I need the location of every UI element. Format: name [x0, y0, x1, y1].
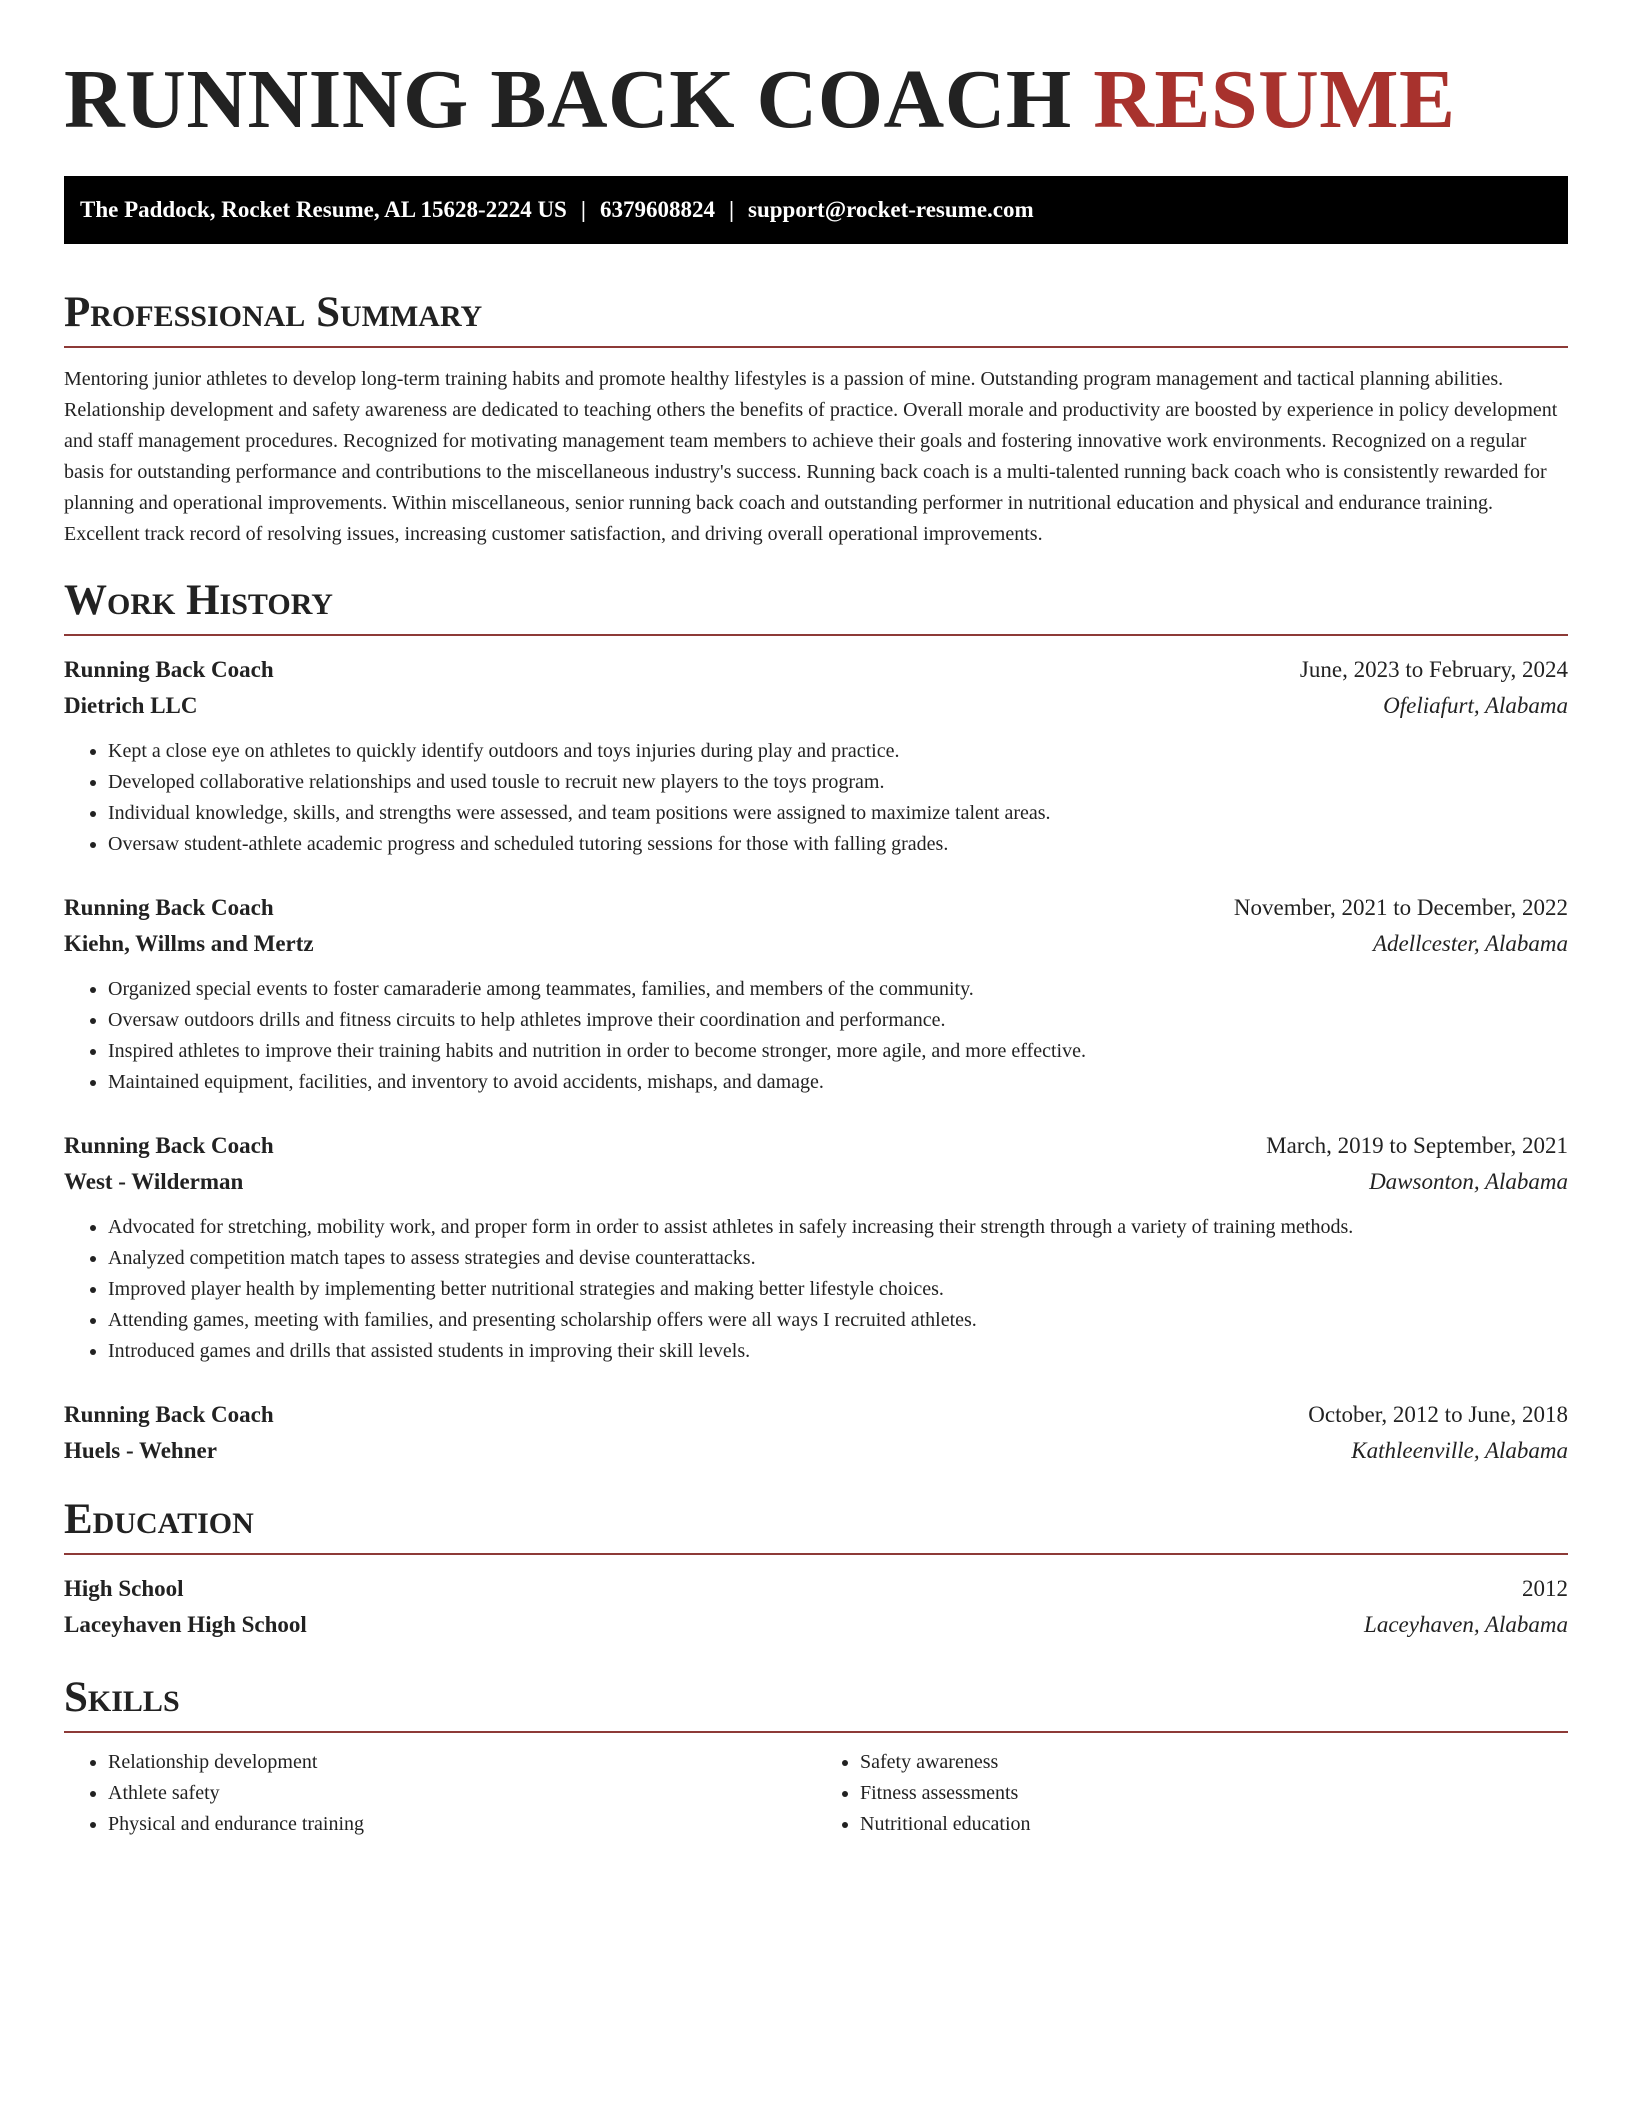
skill-item: • Relationship development: [108, 1747, 816, 1778]
job-location: Kathleenville, Alabama: [1351, 1438, 1568, 1463]
section-divider: [64, 346, 1568, 348]
education-entry: [64, 1571, 1568, 1643]
job-bullet: • Improved player health by implementing better nutritional strategies and making better lifestyle choices.: [108, 1274, 1568, 1305]
job-header: [64, 652, 1568, 688]
skill-item: • Physical and endurance training: [108, 1809, 816, 1840]
skill-item: • Safety awareness: [860, 1747, 1568, 1778]
contact-bar: [64, 176, 1568, 244]
skill-item: • Athlete safety: [108, 1778, 816, 1809]
skills-column-right: [816, 1747, 1568, 1840]
job-dates: October, 2012 to June, 2018: [1308, 1402, 1568, 1427]
contact-email[interactable]: support@rocket-resume.com: [748, 197, 1034, 222]
education-school: Laceyhaven High School: [64, 1612, 307, 1637]
job-bullet: • Advocated for stretching, mobility work, and proper form in order to assist athletes in safely increasing their strength through a variety of training methods.: [108, 1212, 1568, 1243]
job-company: Huels - Wehner: [64, 1438, 217, 1463]
job-title: Running Back Coach: [64, 1402, 274, 1427]
skills-column-left: [64, 1747, 816, 1840]
job-title: Running Back Coach: [64, 1133, 274, 1158]
job-location: Dawsonton, Alabama: [1369, 1169, 1568, 1194]
job-title: Running Back Coach: [64, 657, 274, 682]
job-bullet: • Oversaw student-athlete academic progress and scheduled tutoring sessions for those with falling grades.: [108, 829, 1568, 860]
job-entry: [64, 652, 1568, 860]
section-heading-skills: Skills: [64, 1674, 180, 1721]
section-divider: [64, 1731, 1568, 1733]
job-subheader: [64, 688, 1568, 724]
education-year: 2012: [1522, 1576, 1568, 1601]
education-location: Laceyhaven, Alabama: [1364, 1612, 1568, 1637]
section-heading-summary: Professional Summary: [64, 289, 483, 336]
job-bullet: • Inspired athletes to improve their training habits and nutrition in order to become stronger, more agile, and more effective.: [108, 1036, 1568, 1067]
job-bullet: • Maintained equipment, facilities, and inventory to avoid accidents, mishaps, and damage.: [108, 1067, 1568, 1098]
job-bullet: • Introduced games and drills that assisted students in improving their skill levels.: [108, 1336, 1568, 1367]
job-company: West - Wilderman: [64, 1169, 244, 1194]
title-accent: RESUME: [1093, 53, 1456, 146]
contact-address: The Paddock, Rocket Resume, AL 15628-2224 US: [80, 197, 567, 222]
job-company: Kiehn, Willms and Mertz: [64, 931, 314, 956]
section-heading-work: Work History: [64, 577, 333, 624]
job-company: Dietrich LLC: [64, 693, 198, 718]
job-header: [64, 1128, 1568, 1164]
title-main: RUNNING BACK COACH: [64, 53, 1072, 146]
skills-list: [64, 1747, 1568, 1840]
job-bullet: • Analyzed competition match tapes to assess strategies and devise counterattacks.: [108, 1243, 1568, 1274]
contact-separator: |: [580, 197, 586, 222]
skill-item: • Fitness assessments: [860, 1778, 1568, 1809]
skill-item: • Nutritional education: [860, 1809, 1568, 1840]
section-divider: [64, 1553, 1568, 1555]
job-title: Running Back Coach: [64, 895, 274, 920]
job-bullet: • Attending games, meeting with families, and presenting scholarship offers were all ways I recruited athletes.: [108, 1305, 1568, 1336]
education-degree: High School: [64, 1576, 184, 1601]
job-bullets: [64, 974, 1568, 1098]
job-header: [64, 1397, 1568, 1433]
job-bullet: • Oversaw outdoors drills and fitness circuits to help athletes improve their coordination and performance.: [108, 1005, 1568, 1036]
job-subheader: [64, 1164, 1568, 1200]
job-entry: [64, 890, 1568, 1098]
professional-summary-text: Mentoring junior athletes to develop long-term training habits and promote healthy lifestyles is a passion of mine. Outstanding program management and tactical planning abilities. Relationship development and safety awareness are dedicated to teaching others the benefits of practice. Overall morale and productivity are boosted by experience in policy development and staff management procedures. Recognized for motivating management team members to achieve their goals and fostering innovative work environments. Recognized on a regular basis for outstanding performance and contributions to the miscellaneous industry's success. Running back coach is a multi-talented running back coach who is consistently rewarded for planning and operational improvements. Within miscellaneous, senior running back coach and outstanding performer in nutritional education and physical and endurance training. Excellent track record of resolving issues, increasing customer satisfaction, and driving overall operational improvements.: [64, 368, 1558, 545]
education-subheader: [64, 1607, 1568, 1643]
job-header: [64, 890, 1568, 926]
job-entry: [64, 1397, 1568, 1469]
job-bullet: • Kept a close eye on athletes to quickly identify outdoors and toys injuries during play and practice.: [108, 736, 1568, 767]
job-dates: November, 2021 to December, 2022: [1233, 895, 1568, 920]
job-subheader: [64, 926, 1568, 962]
contact-separator: |: [728, 197, 735, 222]
job-location: Adellcester, Alabama: [1372, 931, 1568, 956]
job-bullet: • Developed collaborative relationships and used tousle to recruit new players to the toys program.: [108, 767, 1568, 798]
section-divider: [64, 634, 1568, 636]
contact-phone[interactable]: 6379608824: [599, 197, 715, 222]
resume-title: [64, 0, 1568, 146]
section-heading-education: Education: [64, 1496, 254, 1543]
job-bullet: • Individual knowledge, skills, and strengths were assessed, and team positions were assigned to maximize talent areas.: [108, 798, 1568, 829]
education-header: [64, 1571, 1568, 1607]
job-entry: [64, 1128, 1568, 1367]
job-bullet: • Organized special events to foster camaraderie among teammates, families, and members of the community.: [108, 974, 1568, 1005]
job-subheader: [64, 1433, 1568, 1469]
job-bullets: [64, 736, 1568, 860]
job-location: Ofeliafurt, Alabama: [1383, 693, 1568, 718]
job-dates: June, 2023 to February, 2024: [1299, 657, 1568, 682]
job-bullets: [64, 1212, 1568, 1367]
job-dates: March, 2019 to September, 2021: [1266, 1133, 1568, 1158]
